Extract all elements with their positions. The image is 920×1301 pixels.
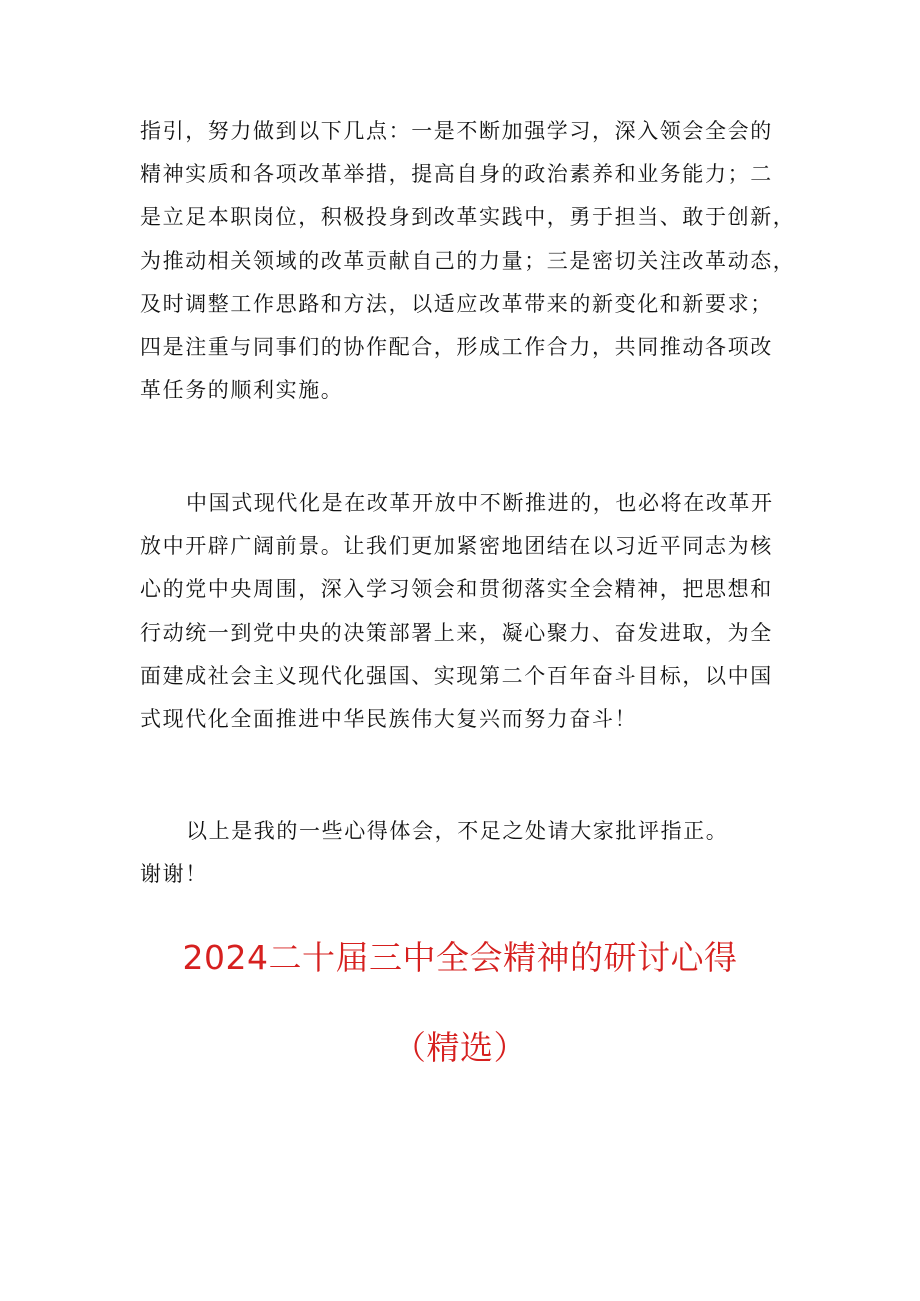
text-line: 心的党中央周围，深入学习领会和贯彻落实全会精神，把思想和	[140, 577, 773, 602]
text-line: 及时调整工作思路和方法，以适应改革带来的新变化和新要求；	[140, 291, 773, 316]
paragraph-conclusion	[140, 482, 790, 741]
text-line: 面建成社会主义现代化强国、实现第二个百年奋斗目标，以中国	[140, 663, 773, 688]
text-line: 放中开辟广阔前景。让我们更加紧密地团结在以习近平同志为核	[140, 534, 773, 559]
text-line: 为推动相关领域的改革贡献自己的力量；三是密切关注改革动态，	[140, 248, 796, 273]
text-line: 式现代化全面推进中华民族伟大复兴而努力奋斗！	[140, 706, 638, 731]
text-line: 革任务的顺利实施。	[140, 378, 344, 403]
text-line: 行动统一到党中央的决策部署上来，凝心聚力、奋发进取，为全	[140, 620, 773, 645]
text-line: 谢谢！	[140, 862, 208, 887]
paragraph-continuation	[140, 110, 796, 412]
document-title: 2024二十届三中全会精神的研讨心得	[182, 938, 738, 977]
text-line: 精神实质和各项改革举措，提高自身的政治素养和业务能力；二	[140, 162, 773, 187]
text-line: 以上是我的一些心得体会，不足之处请大家批评指正。	[186, 819, 729, 843]
text-line: 是立足本职岗位，积极投身到改革实践中，勇于担当、敢于创新，	[140, 205, 796, 230]
text-line: 中国式现代化是在改革开放中不断推进的，也必将在改革开	[186, 491, 774, 515]
text-line: 指引，努力做到以下几点：一是不断加强学习，深入领会全会的	[140, 119, 773, 143]
document-subtitle: （精选）	[393, 1028, 527, 1067]
text-line: 四是注重与同事们的协作配合，形成工作合力，共同推动各项改	[140, 334, 773, 359]
paragraph-closing	[140, 810, 790, 896]
